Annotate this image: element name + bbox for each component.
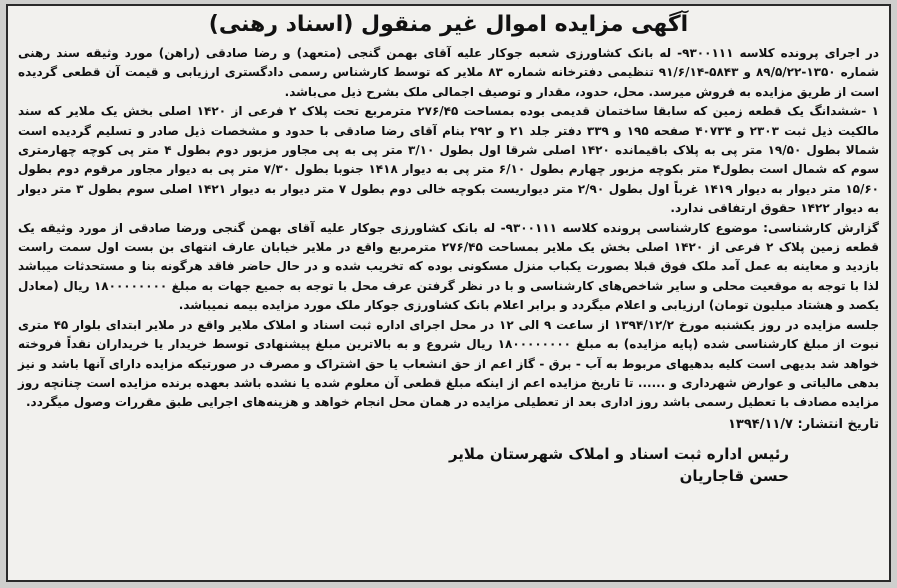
signature-name: حسن قاجاریان (679, 466, 789, 485)
notice-body (18, 10, 879, 580)
auction-session-paragraph: جلسه مزایده در روز یکشنبه مورخ ۱۳۹۴/۱۲/۲ از ساعت ۹ الی ۱۲ در محل اجرای اداره ثبت اسناد و املاک ملایر واقع در ملایر ابتدای بلوار ۴۵ متری نبوت از مبلغ کارشناسی شده (پایه مزایده) به مبلغ ۱۸۰۰۰۰۰۰۰۰ ریال شروع و به بالاترین مبلغ پیشنهادی توسط خریدار یا خریداران نقداً فروخته خواهد شد بدیهی است کلیه بدهیهای مربوط به آب - برق - گاز اعم از حق انشعاب یا حق اشتراک و مصرف در صورتیکه مزایده دارای آنها باشد و نیز بدهی مالیاتی و عوارض شهرداری و ...... تا تاریخ مزایده اعم از اینکه مبلغ قطعی آن معلوم شده یا نشده باشد بعهده برنده مزایده است چنانچه روز مزایده مصادف با تعطیل رسمی باشد روز اداری بعد از تعطیلی مزایده در همان محل انجام خواهد و هزینه‌های اجرایی طبق مقررات وصول میگردد. (18, 317, 879, 410)
signature-title: رئیس اداره ثبت اسناد و املاک شهرستان ملایر (448, 444, 789, 463)
intro-paragraph: در اجرای پرونده کلاسه ۹۳۰۰۱۱۱- له بانک کشاورزی شعبه جوکار علیه آقای بهمن گنجی (متعهد) و رضا صادقی (راهن) مورد وثیقه سند رهنی شماره ۱۳۵۰-۸۹/۵/۲۲ و ۵۸۴۳-۹۱/۶/۱۴ تنظیمی دفترخانه شماره ۸۳ ملایر که توسط کارشناس رسمی دادگستری ارزیابی و قیمت آن قطعی گردیده است از طریق مزایده به فروش میرسد. محل، حدود، مقدار و توصیف اجمالی ملک بشرح ذیل می‌باشد. (18, 46, 879, 99)
publish-date: تاریخ انتشار: ۱۳۹۴/۱۱/۷ (727, 416, 879, 432)
property-description-paragraph: ۱ -ششدانگ یک قطعه زمین که سابقا ساختمان قدیمی بوده بمساحت ۲۷۶/۴۵ مترمربع تحت پلاک ۲ فرعی از ۱۴۲۰ اصلی بخش یک ملایر که سند مالکیت ذیل ثبت ۲۳۰۳ و ۴۰۷۳۴ صفحه ۱۹۵ و ۳۳۹ دفتر جلد ۲۱ و ۲۹۲ بنام آقای رضا صادقی با حدود و مشخصات ذیل صادر و تسلیم گردیده است شمالا بطول ۱۹/۵۰ متر پی به پلاک باقیمانده ۱۴۲۰ اصلی شرقا اول بطول ۳/۱۰ متر پی به پی مجاور مزبور دوم بطول ۴ متر پی کوچه چهارمتری سوم که شمال است بطول۴ متر بکوچه مزبور چهارم بطول ۶/۱۰ متر پی به دیوار ۱۴۱۸ جنوبا بطول ۷/۳۰ متر پی به دیوار مجاور مرقوم دوم بطول ۱۵/۶۰ متر دیوار به دیوار ۱۴۱۹ غرباً اول بطول ۲/۹۰ متر دیواریست بکوچه خالی دوم بطول ۷ متر دیوار به دیوار ۱۴۲۱ اصلی سوم بطول ۳ متر دیوار به دیوار ۱۴۲۲ حقوق ارتفاقی ندارد. (18, 104, 880, 216)
expert-report-paragraph: گزارش کارشناسی: موضوع کارشناسی پرونده کلاسه ۹۳۰۰۱۱۱- له بانک کشاورزی جوکار علیه آقای بهمن گنجی ورضا صادقی از مورد وثیقه یک قطعه زمین پلاک ۲ فرعی از ۱۴۲۰ اصلی بخش یک ملایر بمساحت ۲۷۶/۴۵ مترمربع واقع در ملایر خیابان عارف انتهای بن بست اول سمت راست بازدید و معاینه به عمل آمد ملک فوق قبلا بصورت یکباب منزل مسکونی بوده که تخریب شده و در حال حاضر فاقد هرگونه بنا و مستحدثات میباشد لذا با توجه به موقعیت محلی و سایر شاخص‌های کارشناسی و با در نظر گرفتن عرف محل با توجه به جمیع جهات به مبلغ ۱۸۰۰۰۰۰۰۰۰ ریال (معادل یکصد و هشتاد میلیون تومان) ارزیابی و اعلام میگردد و برابر اعلام بانک کشاورزی جوکار ملک مورد مزایده بیمه نمیباشد. (18, 220, 880, 313)
notice-clipping (6, 4, 891, 582)
notice-title: آگهی مزایده اموال غیر منقول (اسناد رهنی) (208, 12, 689, 37)
